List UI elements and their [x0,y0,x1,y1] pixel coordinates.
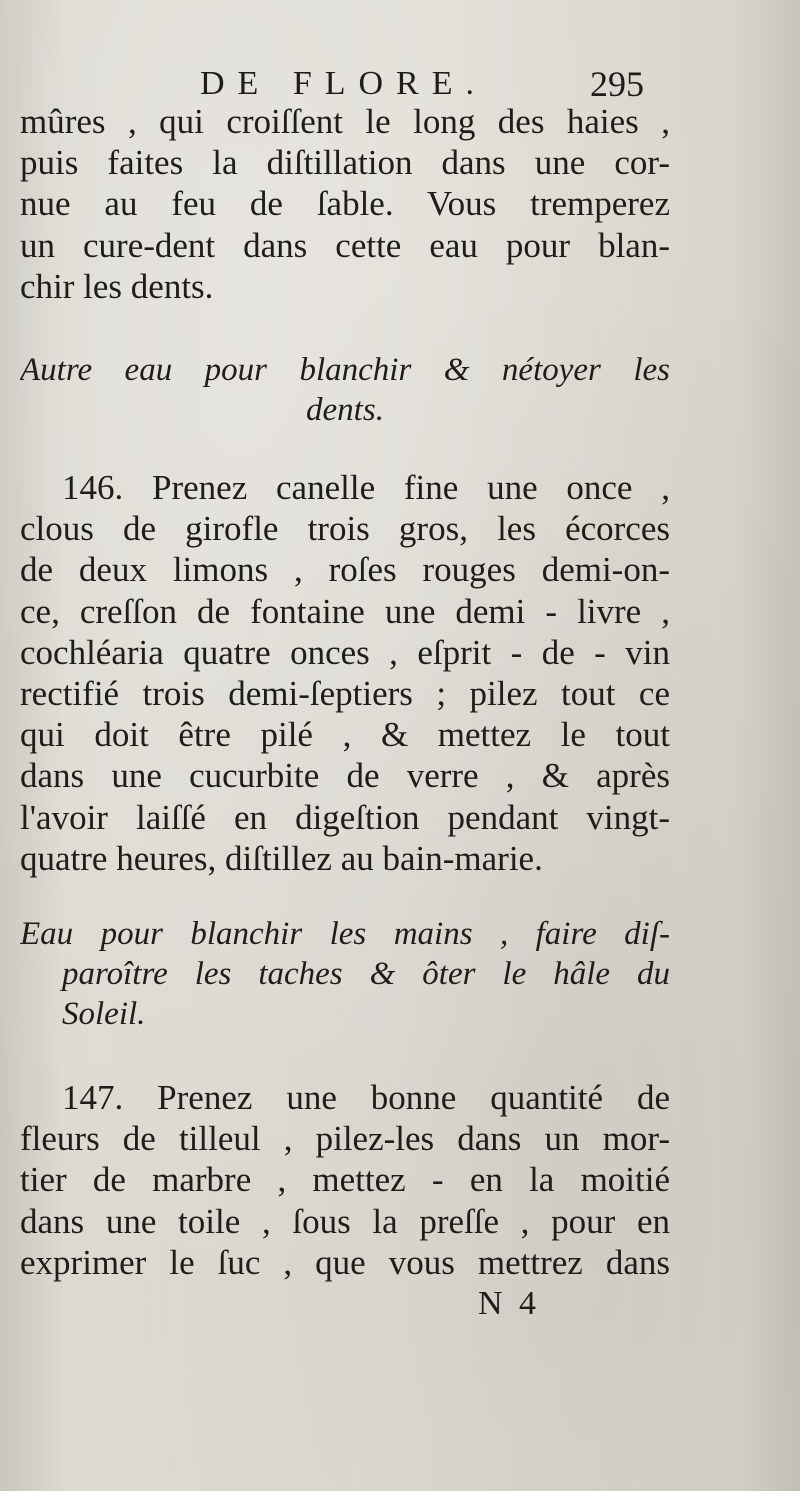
section-heading-teeth-water [20,350,670,430]
text-line: chir les dents. [20,266,214,306]
text-line: fleurs de tilleul , pilez-les dans un mor- [20,1119,670,1159]
running-title: DE FLORE. [200,65,487,102]
text-line: mûres , qui croiſſent le long des haies , [20,102,670,141]
text-line: quatre heures, diſtillez au bain-marie. [20,838,543,878]
page-number: 295 [590,64,644,104]
heading-line: dents. [306,392,384,428]
text-line: qui doit être pilé , & mettez le tout [20,715,670,755]
heading-line: paroître les taches & ôter le hâle du [62,956,670,992]
signature-mark: N 4 [478,1285,541,1322]
text-line: de deux limons , roſes rouges demi-on- [20,550,670,590]
text-line: puis faites la diſtillation dans une cor- [20,143,670,183]
text-line: tier de marbre , mettez - en la moitié [20,1160,670,1200]
recipe-146 [20,467,670,879]
text-line: clous de girofle trois gros, les écorces [20,509,670,549]
text-line: dans une cucurbite de verre , & après [20,756,670,796]
heading-line: Soleil. [62,996,146,1032]
text-line: nue au feu de ſable. Vous tremperez [20,184,670,224]
text-line: cochléaria quatre onces , eſprit - de - vin [20,632,670,672]
section-heading-hands-water [20,914,670,1034]
text-line: rectifié trois demi-ſeptiers ; pilez tout ce [20,673,670,713]
paragraph-continued [20,101,670,307]
running-head [0,62,800,106]
text-line: un cure-dent dans cette eau pour blan- [20,225,670,265]
recipe-147 [20,1077,670,1283]
text-line: ce, creſſon de fontaine une demi - livre , [20,591,670,631]
text-line: 147. Prenez une bonne quantité de [62,1078,670,1117]
heading-line: Eau pour blanchir les mains , faire diſ- [20,916,670,952]
text-line: l'avoir laiſſé en digeſtion pendant vingt- [20,797,670,837]
heading-line: Autre eau pour blanchir & nétoyer les [20,352,670,388]
text-line: exprimer le ſuc , que vous mettrez dans [20,1242,670,1282]
text-line: dans une toile , ſous la preſſe , pour en [20,1201,670,1241]
text-line: 146. Prenez canelle fine une once , [62,468,670,507]
